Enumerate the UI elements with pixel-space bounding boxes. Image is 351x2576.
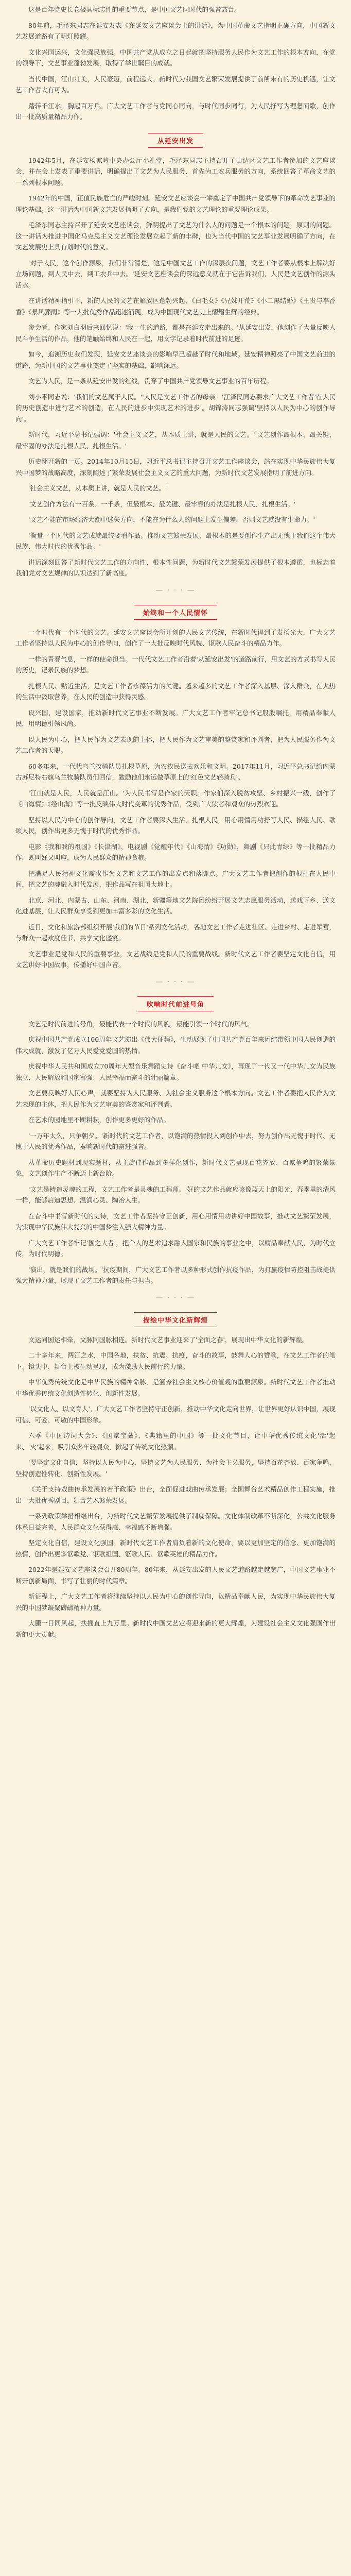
intro-paragraph: 文化兴国运兴，文化强民族强。中国共产党从成立之日起就把坚持服务人民作为文艺工作的根本方向，在党的领导下，文艺事业蓬勃发展，取得了举世瞩目的成就。 [15,48,336,67]
section-title: 从延安出发 [148,133,203,148]
body-paragraph: '文艺不能在市场经济大潮中迷失方向，不能在为什么人的问题上发生偏差，否则文艺就没有生命力。' [28,516,315,523]
body-paragraph: 新时代，习近平总书记强调：'社会主义文艺，从本质上讲，就是人民的文艺。''文艺创作最根本、最关键、最牢固的办法是扎根人民、扎根生活。' [15,431,336,450]
body-paragraph: 刘小平同志说：'我们的文艺属于人民。''人民是文艺工作者的母亲。'江泽民同志要求广大文艺工作者'在人民的历史创造中进行艺术的创造，在人民的进步中实现艺术的进步'。胡锦涛同志强调'坚持以人民为中心的创作导向'。 [15,393,336,423]
body-paragraph: 扎根人民、贴近生活，是文艺工作者永葆活力的关键。越来越多的文艺工作者深入基层、深入群众，在火热的生活中汲取营养，在人民的创造中获得灵感。 [15,682,336,701]
body-paragraph: 文艺要反映好人民心声，就要坚持为人民服务、为社会主义服务这个根本方向。文艺工作者要把人民作为文艺表现的主体，把人民作为文艺审美的鉴赏家和评判者。 [15,1089,336,1108]
section-title: 吹响时代前进号角 [137,996,214,1011]
body-paragraph: 庆祝中华人民共和国成立70周年大型音乐舞蹈史诗《奋斗吧 中华儿女》，再现了一代又一代中华儿女为民族独立、人民解放和国家富强、人民幸福而奋斗的壮丽篇章。 [15,1062,336,1081]
body-paragraph: 以人民为中心，把人民作为文艺表现的主体，把人民作为文艺审美的鉴赏家和评判者，把为人民服务作为文艺工作者的天职。 [15,735,336,754]
section-header [15,996,336,1011]
body-paragraph: 如今，追溯历史我们发现，延安文艺座谈会的影响早已超越了时代和地域。延安精神照亮了中国文艺前进的道路，为新中国的文艺事业奠定了坚实的基础，影响深远。 [15,350,336,369]
article-sections [15,133,336,1640]
body-paragraph: 1942年的中国，正值民族危亡的严峻时刻。延安文艺座谈会一举奠定了中国共产党领导下的革命文艺事业的理论基础。这一讲话为中国新文艺发展指明了方向，是我们党的文艺理论的重要理论成果。 [15,194,336,213]
body-paragraph: 近日，文化和旅游部组织开展'我们的节日'系列文化活动，各地文艺工作者走进社区、走进乡村、走进军营，与群众一起欢度佳节，共享文化盛宴。 [15,923,336,942]
body-paragraph: 从革命历史题材到现实题材，从主旋律作品到多样化创作，新时代文艺呈现百花齐放、百家争鸣的繁荣景象，文艺创作生产不断迈上新台阶。 [15,1158,336,1177]
article-section [15,605,336,986]
body-paragraph: 在讲话精神指引下，新的人民的文艺在解放区蓬勃兴起，《白毛女》《兄妹开荒》《小二黑结婚》《王贵与李香香》《暴风骤雨》等一大批优秀作品迅速涌现，成为中国现代文艺史上熠熠生辉的经典。 [15,297,336,316]
body-paragraph: 文艺为人民，是一条从延安出发的红线，贯穿了中国共产党领导文艺事业的百年历程。 [28,377,273,385]
section-divider: — · · · — [155,977,196,986]
body-paragraph: 一样的青春气息，一样的使命担当。一代代文艺工作者沿着'从延安出发'的道路前行，用文艺的方式书写人民的历史，记录民族的梦想。 [15,655,336,674]
section-header [15,605,336,620]
body-paragraph: 中华优秀传统文化是中华民族的精神命脉，是涵养社会主义核心价值观的重要源泉。新时代文艺工作者推动中华优秀传统文化创造性转化、创新性发展。 [15,1378,336,1397]
body-paragraph: 文艺是时代前进的号角，最能代表一个时代的风貌，最能引领一个时代的风气。 [28,1020,254,1028]
body-paragraph: 文运同国运相牵，文脉同国脉相连。新时代文艺事业迎来了'全面之春'，展现出中华文化的新辉煌。 [28,1335,309,1344]
body-paragraph: '文艺是铸造灵魂的工程，文艺工作者是灵魂的工程师。'好的文艺作品就应该像蓝天上的阳光、春季里的清风一样，能够启迪思想、温润心灵、陶冶人生。 [15,1185,336,1204]
body-paragraph: 二十多年来，两江之水，中国各地，扶贫、抗震、抗疫，奋斗的故事，鼓舞人心的赞歌，在文艺工作者的笔下、镜头中、舞台上被生动呈现，成为激励人民前行的力量。 [15,1351,336,1370]
body-paragraph: 文艺事业是党和人民的重要事业，文艺战线是党和人民的重要战线。新时代文艺工作者要坚定文化自信，用文艺讲好中国故事，传播好中国声音。 [15,950,336,969]
intro-paragraph: 这是百年党史长卷极具标志性的重要节点，是中国文艺同时代的强音鼓台。 [28,6,241,13]
body-paragraph: '演出，就是我们的战场。'抗疫期间，广大文艺工作者以多种形式创作抗疫作品，为打赢疫情防控阻击战提供强大精神力量，展现了文艺工作者的责任与担当。 [15,1265,336,1284]
intro-paragraph: 当代中国，江山壮美，人民豪迈，前程远大。新时代为我国文艺繁荣发展提供了前所未有的历史机遇，让文艺工作者大有可为。 [15,75,336,94]
body-paragraph: 把满足人民精神文化需求作为文艺和文艺工作的出发点和落脚点。广大文艺工作者把创作的根扎在人民中间，把文艺的魂融入时代发展，把作品写在祖国大地上。 [15,869,336,888]
article-intro [15,4,336,123]
section-title: 始终和一个人民情怀 [134,605,217,620]
body-paragraph: 一系列政策举措相继出台，为新时代文艺繁荣发展提供了制度保障。文化体制改革不断深化，公共文化服务体系日益完善，人民群众文化获得感、幸福感不断增强。 [15,1512,336,1531]
section-header [15,1312,336,1327]
body-paragraph: 广大文艺工作者牢记'国之大者'，把个人的艺术追求融入国家和民族的事业之中，以精品奉献人民，为时代立传，为时代明德。 [15,1239,336,1258]
body-paragraph: '社会主义文艺，从本质上讲，就是人民的文艺。' [28,484,167,492]
body-paragraph: 新征程上，广大文艺工作者将继续坚持以人民为中心的创作导向，以精品奉献人民，为实现中华民族伟大复兴的中国梦凝聚磅礴精神力量。 [15,1592,336,1612]
body-paragraph: '江山就是人民，人民就是江山。'为人民书写是作家的天职。作家们深入脱贫攻坚、乡村振兴一线，创作了《山海情》《经山海》等一批反映伟大时代变革的优秀作品，受到广大读者和观众的热烈欢迎。 [15,789,336,808]
body-paragraph: 讲话深刻回答了新时代文艺工作的方向性、根本性问题，为新时代文艺繁荣发展提供了根本遵循，也标志着我们党对文艺规律的认识达到了新高度。 [15,558,336,577]
body-paragraph: 60多年来，一代代乌兰牧骑队员扎根草原，为农牧民送去欢乐和文明。2017年11月，习近平总书记给内蒙古苏尼特右旗乌兰牧骑队员们回信，勉励他们永远做草原上的'红色文艺轻骑兵'。 [15,762,336,781]
body-paragraph: 1942年5月，在延安杨家岭中央办公厅小礼堂，毛泽东同志主持召开了由边区文艺工作者参加的文艺座谈会，并在会上发表了重要讲话，明确提出了文艺为人民服务、首先为工农兵服务的方向，系统回答了革命文艺的一系列根本问题。 [15,156,336,187]
article-section [15,133,336,595]
body-paragraph: '对于人民，这个创作源泉，我们非常清楚，这是中国文艺工作的深层次问题，文艺工作者要从根本上解决好立场问题，到人民中去，到工农兵中去。'延安文艺座谈会的深远意义就在于它告诉我们，人民是文艺创作的源头活水。 [15,259,336,289]
article-section [15,1312,336,1640]
intro-paragraph: 80年前，毛泽东同志在延安发表《在延安文艺座谈会上的讲话》，为中国革命文艺指明正确方向，中国新文艺发展道路有了明灯照耀。 [15,21,336,40]
body-paragraph: 六季《中国诗词大会》、《国家宝藏》、《典籍里的中国》等一批文化节目，让中华优秀传统文化'活'起来、'火'起来，吸引众多年轻观众，掀起了传统文化热潮。 [15,1432,336,1451]
section-divider: — · · · — [155,586,196,595]
body-paragraph: '以文化人、以文育人'，广大文艺工作者坚持守正创新，推动中华文化走向世界，让世界更好认识中国，展现可信、可爱、可敬的中国形象。 [15,1405,336,1424]
body-paragraph: 参会者、作家刘白羽后来回忆说：'我一生的道路，都是在延安走出来的。'从延安出发，他创作了大量反映人民斗争生活的作品，他的笔触始终和人民在一起，用文字记录着时代前进的足迹。 [15,324,336,343]
body-paragraph: 大鹏一日同风起，扶摇直上九万里。新时代中国文艺定将迎来新的更大辉煌，为建设社会主义文化强国作出新的更大贡献。 [15,1619,336,1638]
section-header [15,133,336,148]
section-divider: — · · · — [155,1293,196,1302]
body-paragraph: 在奋斗中书写新时代的史诗，文艺工作者坚持守正创新，用心用情用功讲好中国故事，推动文艺繁荣发展，为实现中华民族伟大复兴的中国梦注入强大精神力量。 [15,1212,336,1231]
body-paragraph: 在艺术的园地里不断耕耘，创作更多更好的作品。 [28,1116,170,1124]
article-section [15,996,336,1302]
body-paragraph: 一个时代有一个时代的文艺。延安文艺座谈会所开创的人民文艺传统，在新时代得到了发扬光大，广大文艺工作者坚持以人民为中心的创作导向，创作了一大批反映时代风貌、讴歌人民奋斗的精品力作。 [15,628,336,647]
body-paragraph: 电影《我和我的祖国》《长津湖》，电视剧《觉醒年代》《山海情》《功勋》，舞剧《只此青绿》等一批精品力作，既叫好又叫座，成为人民群众的精神食粮。 [15,842,336,861]
body-paragraph: '要坚定文化自信，坚持以人民为中心，坚持文艺为人民服务、为社会主义服务，坚持百花齐放、百家争鸣，坚持创造性转化、创新性发展。' [15,1459,336,1478]
body-paragraph: 2022年是延安文艺座谈会召开80周年。80年来，从延安出发的人民文艺道路越走越宽广，中国文艺事业不断开创新局面，书写了壮丽的时代篇章。 [15,1566,336,1585]
body-paragraph: 北京、河北、内蒙古、山东、河南、湖北、新疆等地文艺院团纷纷开展文艺志愿服务活动，送戏下乡、送文化进基层，让人民群众享受到更加丰富多彩的文化生活。 [15,896,336,915]
body-paragraph: 设兴国，建设国家，推动新时代文艺事业不断发展。广大文艺工作者牢记总书记殷殷嘱托，用精品奉献人民，用明德引领风尚。 [15,708,336,727]
body-paragraph: 《关于支持戏曲传承发展的若干政策》出台，全面促进戏曲传承发展；全国舞台艺术精品创作工程实施，推出一大批优秀剧目，舞台艺术繁荣发展。 [15,1485,336,1504]
body-paragraph: 毛泽东同志主持召开了延安文艺座谈会，鲜明提出了文艺为什么人的问题是一个根本的问题，原则的问题。这一讲话为推进中国化马克思主义文艺理论发展立起了新的丰碑，也为当代中国的文艺事业发展明确了方向，在文艺发展史上具有划时代的意义。 [15,221,336,251]
body-paragraph: '衡量一个时代的文艺成就最终要看作品。推动文艺繁荣发展，最根本的是要创作生产出无愧于我们这个伟大民族、伟大时代的优秀作品。' [15,531,336,550]
body-paragraph: 坚持以人民为中心的创作导向，文艺工作者要深入生活、扎根人民，用心用情用功抒写人民、描绘人民、歌颂人民，创作出更多无愧于时代的优秀作品。 [15,816,336,835]
body-paragraph: 历史翻开新的一页。2014年10月15日，习近平总书记主持召开文艺工作座谈会，站在实现中华民族伟大复兴中国梦的战略高度，深刻阐述了繁荣发展社会主义文艺的重大问题，为新时代文艺发展指明了前进方向。 [15,457,336,477]
intro-paragraph: 踏转千江水，胸起百万兵。广大文艺工作者与党同心同向，与时代同步同行，为人民抒写为理想而歌，创作出一批高质量精品力作。 [15,101,336,121]
body-paragraph: 庆祝中国共产党成立100周年文艺演出《伟大征程》，生动展现了中国共产党百年来团结带领中国人民创造的伟大成就，激发了亿万人民爱党爱国的热情。 [15,1036,336,1055]
body-paragraph: 坚定文化自信，建设文化强国。新时代文艺工作者肩负着新的文化使命，要以更加坚定的信念、更加饱满的热情，创作出更多讴歌党、讴歌祖国、讴歌人民、讴歌英雄的精品力作。 [15,1539,336,1558]
section-title: 描绘中华文化新辉煌 [134,1312,217,1327]
body-paragraph: '一万年太久，只争朝夕。'新时代的文艺工作者，以饱满的热情投入到创作中去，努力创作出无愧于时代、无愧于人民的优秀作品，奏响新时代的奋进强音。 [15,1131,336,1150]
body-paragraph: '文艺创作方法有一百条、一千条，但最根本、最关键、最牢靠的办法是扎根人民、扎根生活。' [28,500,296,508]
